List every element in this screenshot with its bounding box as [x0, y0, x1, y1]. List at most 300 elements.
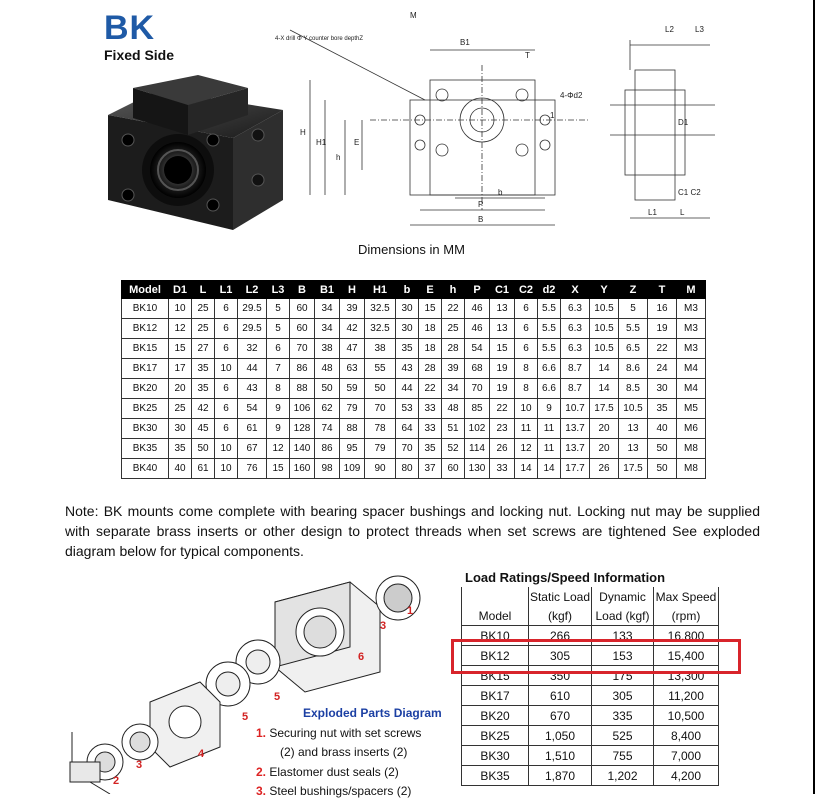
table-cell: 40 — [648, 419, 677, 439]
table-cell: M6 — [677, 419, 706, 439]
col-header-b: b — [396, 281, 419, 299]
table-cell: 46 — [465, 299, 490, 319]
table-cell: 16 — [648, 299, 677, 319]
table-cell: 130 — [465, 459, 490, 479]
table-cell: 10.7 — [561, 399, 590, 419]
load-cell: BK10 — [462, 626, 529, 646]
table-cell: 5 — [619, 299, 648, 319]
table-cell: 48 — [442, 399, 465, 419]
table-row — [122, 299, 706, 319]
label-l: L — [680, 208, 685, 217]
load-cell: 525 — [592, 726, 654, 746]
highlight-box — [451, 639, 741, 674]
table-cell: 15 — [419, 299, 442, 319]
table-cell: 19 — [490, 359, 515, 379]
label-hole-note: 4-X drill Φ Y counter bore depthZ — [275, 36, 364, 42]
table-cell: 88 — [290, 379, 315, 399]
table-cell: 19 — [648, 319, 677, 339]
table-cell: 11 — [538, 419, 561, 439]
table-cell: 12 — [267, 439, 290, 459]
table-cell: 6.3 — [561, 339, 590, 359]
table-cell: 95 — [340, 439, 365, 459]
table-cell: 6 — [215, 299, 238, 319]
table-cell: 34 — [442, 379, 465, 399]
table-cell: 22 — [648, 339, 677, 359]
table-cell: 14 — [515, 459, 538, 479]
table-cell: 5.5 — [538, 339, 561, 359]
table-row — [122, 359, 706, 379]
load-cell: 335 — [592, 706, 654, 726]
dimensions-table — [121, 280, 706, 479]
table-cell: 74 — [315, 419, 340, 439]
dimensions-caption: Dimensions in MM — [358, 242, 465, 257]
table-cell: 55 — [365, 359, 396, 379]
table-cell: 18 — [419, 319, 442, 339]
label-l2: L2 — [665, 25, 674, 34]
table-cell: 33 — [419, 419, 442, 439]
table-cell: 114 — [465, 439, 490, 459]
table-cell: 15 — [267, 459, 290, 479]
table-cell: 79 — [340, 399, 365, 419]
callout-2-bottom: 2 — [113, 775, 120, 787]
table-cell: 8 — [515, 359, 538, 379]
table-cell: 46 — [465, 319, 490, 339]
table-cell: 29.5 — [238, 319, 267, 339]
load-header-row-top — [462, 587, 719, 606]
load-row-bk25 — [462, 726, 719, 746]
table-cell: 27 — [192, 339, 215, 359]
table-cell: 22 — [490, 399, 515, 419]
table-cell: 8.5 — [619, 379, 648, 399]
load-cell: 15,400 — [654, 646, 719, 666]
table-cell: 10 — [169, 299, 192, 319]
parts-list-item-1-cont: (2) and brass inserts (2) — [280, 745, 408, 759]
label-c1c2: C1 C2 — [678, 188, 701, 197]
note-paragraph: Note: BK mounts come complete with bearing spacer bushings and locking nut. Locking nut may be supplied with separate brass inserts or other design to protect threads when set screws are tightened See exploded diagram below for typical components. — [65, 503, 760, 559]
product-subtitle: Fixed Side — [104, 47, 175, 63]
product-title: BK — [104, 9, 156, 47]
table-cell: 6 — [515, 339, 538, 359]
table-cell: 50 — [192, 439, 215, 459]
load-cell: 7,000 — [654, 746, 719, 766]
load-header-row-bottom — [462, 606, 719, 626]
col-header-m: M — [677, 281, 706, 299]
table-cell: 35 — [192, 379, 215, 399]
table-cell: 8 — [515, 379, 538, 399]
table-cell: 54 — [238, 399, 267, 419]
parts-list-item-2: 2. Elastomer dust seals (2) — [256, 765, 399, 779]
table-cell: 14 — [590, 379, 619, 399]
table-row — [122, 459, 706, 479]
table-cell: 35 — [192, 359, 215, 379]
table-cell: 47 — [340, 339, 365, 359]
table-cell: 6 — [215, 399, 238, 419]
col-header-x: X — [561, 281, 590, 299]
table-cell: 25 — [442, 319, 465, 339]
table-cell: 12 — [515, 439, 538, 459]
table-cell: 30 — [396, 299, 419, 319]
table-cell: 28 — [419, 359, 442, 379]
label-p: P — [478, 200, 484, 209]
table-cell: 68 — [465, 359, 490, 379]
callout-5-a: 5 — [274, 691, 281, 703]
label-h1: H1 — [316, 138, 327, 147]
table-cell: 13 — [619, 439, 648, 459]
table-cell: 6.3 — [561, 319, 590, 339]
load-header-cell: (rpm) — [654, 606, 719, 626]
parts-list-item-1: 1. Securing nut with set screws — [256, 726, 422, 740]
table-cell: 8.7 — [561, 379, 590, 399]
table-cell: 70 — [365, 399, 396, 419]
table-cell: 43 — [238, 379, 267, 399]
load-cell: 755 — [592, 746, 654, 766]
label-d2: 4-Φd2 — [560, 91, 583, 100]
callout-3-bottom: 3 — [136, 759, 143, 771]
col-header-e: E — [419, 281, 442, 299]
table-cell: 32 — [238, 339, 267, 359]
table-cell: M8 — [677, 459, 706, 479]
table-cell: 98 — [315, 459, 340, 479]
table-row — [122, 439, 706, 459]
table-cell: 9 — [538, 399, 561, 419]
col-header-h: h — [442, 281, 465, 299]
load-header-cell: (kgf) — [529, 606, 592, 626]
table-cell: 20 — [169, 379, 192, 399]
load-header-cell: Dynamic — [592, 587, 654, 606]
table-cell: 6 — [215, 319, 238, 339]
table-cell: 61 — [192, 459, 215, 479]
table-cell: 88 — [340, 419, 365, 439]
col-header-p: P — [465, 281, 490, 299]
col-header-l: L — [192, 281, 215, 299]
table-row — [122, 319, 706, 339]
table-cell: 10 — [215, 459, 238, 479]
col-header-h: H — [340, 281, 365, 299]
table-cell: 128 — [290, 419, 315, 439]
table-cell: 50 — [648, 439, 677, 459]
table-cell: 50 — [648, 459, 677, 479]
table-cell: 85 — [465, 399, 490, 419]
table-cell: 12 — [169, 319, 192, 339]
table-cell: 50 — [315, 379, 340, 399]
table-cell: BK25 — [122, 399, 169, 419]
dimensions-table-header — [122, 281, 706, 299]
table-cell: 6 — [215, 339, 238, 359]
table-cell: 33 — [490, 459, 515, 479]
table-cell: 11 — [538, 439, 561, 459]
table-cell: 25 — [192, 299, 215, 319]
table-cell: 42 — [192, 399, 215, 419]
table-cell: 86 — [290, 359, 315, 379]
table-cell: 39 — [442, 359, 465, 379]
load-header-cell: Model — [462, 606, 529, 626]
table-cell: 13 — [619, 419, 648, 439]
load-cell: BK30 — [462, 746, 529, 766]
table-cell: BK35 — [122, 439, 169, 459]
table-cell: 32.5 — [365, 319, 396, 339]
table-cell: M3 — [677, 339, 706, 359]
table-cell: 17.5 — [619, 459, 648, 479]
table-cell: 15 — [169, 339, 192, 359]
table-cell: 160 — [290, 459, 315, 479]
product-photo — [98, 70, 288, 240]
load-cell: 175 — [592, 666, 654, 686]
table-cell: 5.5 — [538, 299, 561, 319]
table-cell: 8 — [267, 379, 290, 399]
table-cell: 70 — [465, 379, 490, 399]
col-header-z: Z — [619, 281, 648, 299]
table-cell: 25 — [169, 399, 192, 419]
table-row — [122, 419, 706, 439]
table-cell: 39 — [340, 299, 365, 319]
exploded-diagram-title: Exploded Parts Diagram — [303, 706, 442, 720]
callout-2-top: 1 — [407, 605, 414, 617]
label-l3: L3 — [695, 25, 704, 34]
table-cell: 10 — [215, 439, 238, 459]
col-header-l1: L1 — [215, 281, 238, 299]
load-header-cell: Max Speed — [654, 587, 719, 606]
load-cell: 16,800 — [654, 626, 719, 646]
col-header-c1: C1 — [490, 281, 515, 299]
load-cell: 8,400 — [654, 726, 719, 746]
table-cell: 22 — [419, 379, 442, 399]
table-cell: 7 — [267, 359, 290, 379]
col-header-h1: H1 — [365, 281, 396, 299]
table-cell: 13 — [490, 299, 515, 319]
label-m: M — [410, 11, 417, 20]
callout-4: 4 — [198, 748, 205, 760]
table-cell: 5 — [267, 319, 290, 339]
table-cell: 17.5 — [590, 399, 619, 419]
label-h-big: H — [300, 128, 306, 137]
load-cell: 350 — [529, 666, 592, 686]
col-header-l2: L2 — [238, 281, 267, 299]
table-cell: 13.7 — [561, 439, 590, 459]
load-cell: 153 — [592, 646, 654, 666]
table-cell: 140 — [290, 439, 315, 459]
table-cell: 44 — [396, 379, 419, 399]
load-cell: 1,870 — [529, 766, 592, 786]
load-cell: BK20 — [462, 706, 529, 726]
table-row — [122, 339, 706, 359]
table-cell: 35 — [648, 399, 677, 419]
load-header-cell: Static Load — [529, 587, 592, 606]
table-cell: 14 — [538, 459, 561, 479]
table-cell: 19 — [490, 379, 515, 399]
table-cell: 45 — [192, 419, 215, 439]
callout-6: 6 — [358, 651, 365, 663]
table-cell: 43 — [396, 359, 419, 379]
table-cell: 38 — [315, 339, 340, 359]
table-cell: 37 — [419, 459, 442, 479]
load-cell: BK15 — [462, 666, 529, 686]
load-cell: 11,200 — [654, 686, 719, 706]
table-cell: 5.5 — [619, 319, 648, 339]
table-cell: 14 — [590, 359, 619, 379]
load-ratings-body — [462, 587, 719, 786]
table-cell: 10.5 — [590, 299, 619, 319]
table-cell: 8.6 — [619, 359, 648, 379]
table-cell: 60 — [290, 319, 315, 339]
table-cell: BK30 — [122, 419, 169, 439]
load-cell: BK35 — [462, 766, 529, 786]
load-ratings-table — [461, 587, 719, 786]
label-b-big: B — [478, 215, 484, 224]
table-cell: BK10 — [122, 299, 169, 319]
table-cell: 22 — [442, 299, 465, 319]
table-cell: 9 — [267, 419, 290, 439]
table-cell: 26 — [490, 439, 515, 459]
label-b-small: b — [498, 188, 503, 197]
table-cell: 10.5 — [590, 339, 619, 359]
table-cell: 10 — [515, 399, 538, 419]
table-cell: 44 — [238, 359, 267, 379]
table-cell: 6.6 — [538, 379, 561, 399]
table-cell: 17 — [169, 359, 192, 379]
table-cell: 54 — [465, 339, 490, 359]
table-cell: 62 — [315, 399, 340, 419]
table-cell: 13.7 — [561, 419, 590, 439]
label-h-small: h — [336, 153, 341, 162]
load-header-cell: Load (kgf) — [592, 606, 654, 626]
table-cell: 38 — [365, 339, 396, 359]
col-header-t: T — [648, 281, 677, 299]
table-cell: 30 — [648, 379, 677, 399]
load-cell: 1,202 — [592, 766, 654, 786]
table-cell: 6 — [215, 379, 238, 399]
table-cell: 29.5 — [238, 299, 267, 319]
load-cell: 10,500 — [654, 706, 719, 726]
col-header-y: Y — [590, 281, 619, 299]
table-cell: 32.5 — [365, 299, 396, 319]
table-cell: 30 — [169, 419, 192, 439]
table-cell: 78 — [365, 419, 396, 439]
table-row — [122, 379, 706, 399]
label-e: E — [354, 138, 360, 147]
table-cell: 17.7 — [561, 459, 590, 479]
table-cell: 90 — [365, 459, 396, 479]
table-cell: 20 — [590, 439, 619, 459]
table-cell: 26 — [590, 459, 619, 479]
table-cell: 6.3 — [561, 299, 590, 319]
table-cell: 63 — [340, 359, 365, 379]
table-cell: 30 — [396, 319, 419, 339]
col-header-model: Model — [122, 281, 169, 299]
table-cell: 67 — [238, 439, 267, 459]
table-cell: M3 — [677, 299, 706, 319]
table-cell: 33 — [419, 399, 442, 419]
table-cell: 34 — [315, 319, 340, 339]
table-cell: 52 — [442, 439, 465, 459]
table-cell: M4 — [677, 379, 706, 399]
table-cell: 6 — [267, 339, 290, 359]
load-cell: 133 — [592, 626, 654, 646]
table-cell: BK12 — [122, 319, 169, 339]
col-header-d1: D1 — [169, 281, 192, 299]
table-cell: 79 — [365, 439, 396, 459]
table-cell: 6 — [515, 299, 538, 319]
table-cell: 8.7 — [561, 359, 590, 379]
load-cell: 670 — [529, 706, 592, 726]
load-row-bk17 — [462, 686, 719, 706]
table-cell: 59 — [340, 379, 365, 399]
table-cell: M4 — [677, 359, 706, 379]
load-cell: 1,050 — [529, 726, 592, 746]
table-cell: 6 — [215, 419, 238, 439]
table-cell: 24 — [648, 359, 677, 379]
table-cell: 35 — [419, 439, 442, 459]
table-cell: 34 — [315, 299, 340, 319]
load-cell: 4,200 — [654, 766, 719, 786]
table-cell: 80 — [396, 459, 419, 479]
technical-drawing — [270, 10, 720, 240]
table-cell: 35 — [169, 439, 192, 459]
callout-3-top: 3 — [380, 620, 387, 632]
load-cell: 610 — [529, 686, 592, 706]
load-cell: 1,510 — [529, 746, 592, 766]
table-row — [122, 399, 706, 419]
load-cell: BK12 — [462, 646, 529, 666]
load-cell: BK25 — [462, 726, 529, 746]
load-row-bk30 — [462, 746, 719, 766]
table-cell: 60 — [442, 459, 465, 479]
table-cell: 106 — [290, 399, 315, 419]
load-cell: 13,300 — [654, 666, 719, 686]
label-l1: L1 — [648, 208, 657, 217]
load-cell: 266 — [529, 626, 592, 646]
load-cell: 305 — [592, 686, 654, 706]
label-d1: D1 — [678, 118, 689, 127]
table-cell: BK17 — [122, 359, 169, 379]
table-cell: 13 — [490, 319, 515, 339]
page-edge — [813, 0, 815, 794]
table-cell: 35 — [396, 339, 419, 359]
table-cell: 5.5 — [538, 319, 561, 339]
table-cell: 42 — [340, 319, 365, 339]
parts-list-item-3: 3. Steel bushings/spacers (2) — [256, 784, 412, 798]
table-cell: 10.5 — [590, 319, 619, 339]
load-header-cell — [462, 587, 529, 606]
load-cell: BK17 — [462, 686, 529, 706]
label-1: 1 — [550, 111, 555, 120]
table-cell: 64 — [396, 419, 419, 439]
table-cell: 10 — [215, 359, 238, 379]
table-cell: BK40 — [122, 459, 169, 479]
table-cell: 70 — [290, 339, 315, 359]
table-cell: M8 — [677, 439, 706, 459]
exploded-parts-diagram — [50, 562, 460, 794]
table-cell: 86 — [315, 439, 340, 459]
table-cell: 28 — [442, 339, 465, 359]
table-cell: 11 — [515, 419, 538, 439]
table-cell: 51 — [442, 419, 465, 439]
table-cell: 6.5 — [619, 339, 648, 359]
label-t: T — [525, 51, 530, 60]
table-cell: BK20 — [122, 379, 169, 399]
table-cell: 25 — [192, 319, 215, 339]
load-cell: 305 — [529, 646, 592, 666]
table-cell: 109 — [340, 459, 365, 479]
col-header-b1: B1 — [315, 281, 340, 299]
table-cell: 40 — [169, 459, 192, 479]
col-header-l3: L3 — [267, 281, 290, 299]
callout-5-b: 5 — [242, 711, 249, 723]
col-header-b: B — [290, 281, 315, 299]
table-cell: 70 — [396, 439, 419, 459]
table-cell: 18 — [419, 339, 442, 359]
table-cell: 53 — [396, 399, 419, 419]
load-ratings-title: Load Ratings/Speed Information — [465, 570, 666, 585]
